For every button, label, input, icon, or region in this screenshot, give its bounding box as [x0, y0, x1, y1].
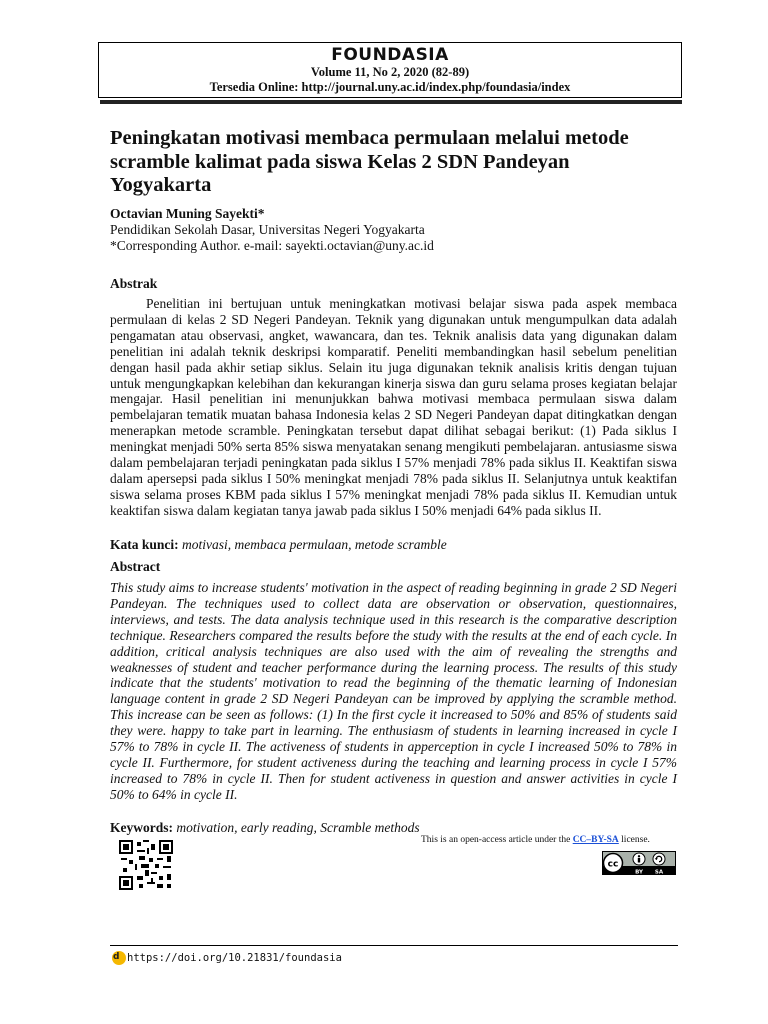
cc-badge-sa-label: SA: [654, 869, 664, 875]
license-suffix: license.: [618, 835, 650, 845]
cc-by-sa-link[interactable]: CC–BY-SA: [572, 835, 619, 845]
author-affiliation: Pendidikan Sekolah Dasar, Universitas Negeri Yogyakarta: [110, 222, 425, 237]
abstract-text: This study aims to increase students' motivation in the aspect of reading beginning in grade 2 SD Negeri Pandeyan. The techniques used to collect data are observation or observation, questionnaires, interviews, and tests. The data analysis technique used in this research is the comparative description technique. Researchers compared the results before the study with the results at the end of each cycle. In addition, critical analysis techniques are also used with the aim of revealing the strengths and weaknesses of student and teacher performance during the learning process. The results of this study indicate that the students' motivation to read the beginning of the thematic learning of Indonesian language content in grade 2 SD Negeri Pandeyan can be improved by applying the scramble method. This increase can be seen as follows: (1) In the first cycle it increased to 50% and 85% of students said they were. happy to take part in learning. The enthusiasm of students in learning increased in cycle I 57% to 78% in cycle II. The activeness of students in apperception in cycle I increased 50% to 78% in cycle II. Furthermore, for student activeness during the teaching and learning process in cycle I 57% increased to 78% in cycle II. Then for student activeness in question and answer activities in cycle I 50% to 64% in cycle II.: [110, 580, 677, 802]
kata-kunci-line: [110, 537, 447, 553]
abstract-heading: Abstract: [110, 559, 161, 574]
qr-code-icon[interactable]: [119, 840, 173, 890]
license-statement: [421, 835, 650, 845]
svg-text:cc: cc: [607, 859, 619, 870]
keywords-values: motivation, early reading, Scramble methods: [176, 820, 420, 835]
svg-text:d: d: [113, 952, 120, 962]
doi-link[interactable]: https://doi.org/10.21831/foundasia: [127, 952, 342, 964]
author-name: Octavian Muning Sayekti*: [110, 206, 265, 221]
keywords-line: [110, 820, 420, 836]
abstrak-text: Penelitian ini bertujuan untuk meningkatkan motivasi belajar siswa pada aspek membaca permulaan di kelas 2 SD Negeri Pandeyan. Teknik yang digunakan untuk mengumpulkan data adalah pengamatan atau observasi, angket, wawancara, dan tes. Teknik analisis data yang digunakan dalam penelitian ini adalah teknik deskripsi komparatif. Peneliti membandingkan hasil sebelum penelitian dengan hasil pada akhir setiap siklus. Selain itu juga digunakan teknik analisis kritis dengan tujuan untuk mengungkapkan kelebihan dan kekurangan kinerja siswa dan guru selama proses kegiatan belajar mengajar. Hasil penelitian ini menunjukkan bahwa motivasi membaca permulaan siswa dalam pembelajaran tematik muatan bahasa Indonesia kelas 2 SD Negeri Pandeyan dapat ditingkatkan dengan menerapkan metode scramble. Peningkatan tersebut dapat dilihat sebagai berikut: (1) Pada siklus I meningkat menjadi 50% serta 85% siswa menyatakan senang mengikuti pembelajaran. antusiasme siswa dalam pembelajaran terjadi peningkatan pada siklus I 57% menjadi 78% pada siklus II. Keaktifan siswa dalam apersepsi pada siklus I 50% meningkat menjadi 78% pada siklus II. Selanjutnya untuk keaktifan siswa selama proses KBM pada siklus I 57% meningkat menjadi 78% pada siklus II. Kemudian untuk keaktifan siswa dalam kegiatan tanya jawab pada siklus I 50% menjadi 64% pada siklus II.: [110, 296, 677, 518]
footer-rule: [110, 945, 678, 946]
cc-by-sa-badge-icon[interactable]: [602, 851, 676, 875]
journal-header: [98, 42, 682, 98]
article-title: Peningkatan motivasi membaca permulaan melalui metode scramble kalimat pada siswa Kelas 2 SDN Pandeyan Yogyakarta: [110, 127, 629, 196]
journal-volume: Volume 11, No 2, 2020 (82-89): [310, 65, 470, 79]
journal-name: FOUNDASIA: [331, 45, 449, 65]
cc-badge-by-label: BY: [635, 869, 643, 875]
corresponding-author: *Corresponding Author. e-mail: sayekti.octavian@uny.ac.id: [110, 238, 434, 253]
abstrak-heading: Abstrak: [110, 276, 158, 291]
header-shadow-rule: [100, 100, 682, 104]
keywords-label: Keywords:: [110, 820, 173, 835]
kata-kunci-label: Kata kunci:: [110, 537, 179, 552]
kata-kunci-values: motivasi, membaca permulaan, metode scramble: [182, 537, 447, 552]
journal-online-url[interactable]: Tersedia Online: http://journal.uny.ac.id/index.php/foundasia/index: [209, 80, 571, 94]
license-prefix: This is an open-access article under the: [421, 835, 573, 845]
doi-logo-icon: [108, 948, 128, 966]
